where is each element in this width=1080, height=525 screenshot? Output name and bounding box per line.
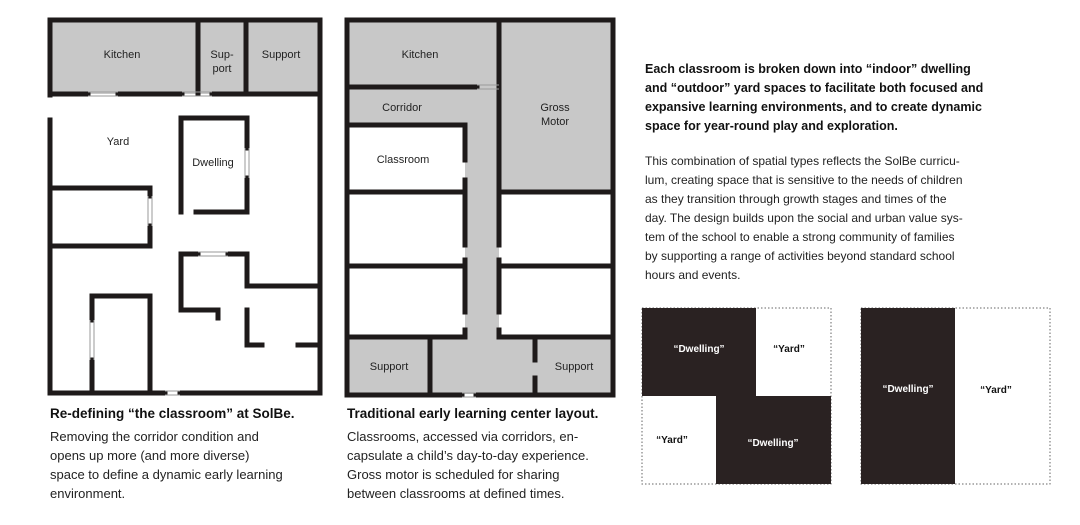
label-support-a-2: port bbox=[212, 63, 232, 75]
diagram-a-label-top-right: “Yard” bbox=[773, 344, 805, 355]
label-kitchen: Kitchen bbox=[401, 49, 439, 61]
plan1-caption-line: space to define a dynamic early learning bbox=[50, 467, 283, 482]
diagram-b bbox=[861, 308, 1050, 484]
plan1-caption-line: Removing the corridor condition and bbox=[50, 429, 259, 444]
label-support-left: Support bbox=[369, 361, 409, 373]
plan1-caption-line: opens up more (and more diverse) bbox=[50, 448, 250, 463]
label-support-b: Support bbox=[261, 49, 301, 61]
label-gross-motor-2: Motor bbox=[540, 116, 570, 128]
intro-line: space for year-round play and exploration. bbox=[645, 119, 898, 133]
intro-line: and “outdoor” yard spaces to facilitate both focused and bbox=[645, 81, 984, 95]
diagram-a-label-bottom-left: “Yard” bbox=[656, 435, 688, 446]
intro-line: Each classroom is broken down into “indoor” dwelling bbox=[645, 62, 971, 76]
plan1-caption-line: environment. bbox=[50, 486, 126, 501]
label-dwelling: Dwelling bbox=[192, 157, 234, 169]
label-corridor: Corridor bbox=[382, 102, 422, 114]
description-line: tem of the school to enable a strong community of families bbox=[645, 230, 955, 244]
plan1-caption-title: Re-defining “the classroom” at SolBe. bbox=[50, 406, 295, 421]
diagram-a bbox=[642, 308, 831, 484]
description-line: by supporting a range of activities beyond standard school bbox=[645, 249, 955, 263]
plan2-caption-title: Traditional early learning center layout. bbox=[347, 406, 599, 421]
label-yard: Yard bbox=[106, 136, 130, 148]
label-support-a-1: Sup- bbox=[210, 49, 234, 61]
description-line: lum, creating space that is sensitive to the needs of children bbox=[645, 173, 963, 187]
description-line: as they transition through growth stages and times of the bbox=[645, 192, 947, 206]
diagram-b-label-right: “Yard” bbox=[980, 385, 1012, 396]
label-support-right: Support bbox=[554, 361, 594, 373]
label-classroom: Classroom bbox=[376, 154, 430, 166]
label-kitchen: Kitchen bbox=[103, 49, 141, 61]
description-line: day. The design builds upon the social and urban value sys- bbox=[645, 211, 963, 225]
plan2-caption-line: capsulate a child’s day-to-day experience. bbox=[347, 448, 589, 463]
diagram-b-label-left: “Dwelling” bbox=[882, 384, 934, 395]
plan2-caption-line: between classrooms at defined times. bbox=[347, 486, 565, 501]
plan2-caption-line: Gross motor is scheduled for sharing bbox=[347, 467, 560, 482]
diagram-a-label-bottom-right: “Dwelling” bbox=[747, 438, 799, 449]
label-gross-motor-1: Gross bbox=[540, 102, 570, 114]
diagram-a-label-top-left: “Dwelling” bbox=[673, 344, 725, 355]
description-line: hours and events. bbox=[645, 268, 741, 282]
plan2-caption-line: Classrooms, accessed via corridors, en- bbox=[347, 429, 579, 444]
description-line: This combination of spatial types reflects the SolBe curricu- bbox=[645, 154, 960, 168]
intro-line: expansive learning environments, and to create dynamic bbox=[645, 100, 982, 114]
diagram-b-dwelling bbox=[861, 308, 955, 484]
